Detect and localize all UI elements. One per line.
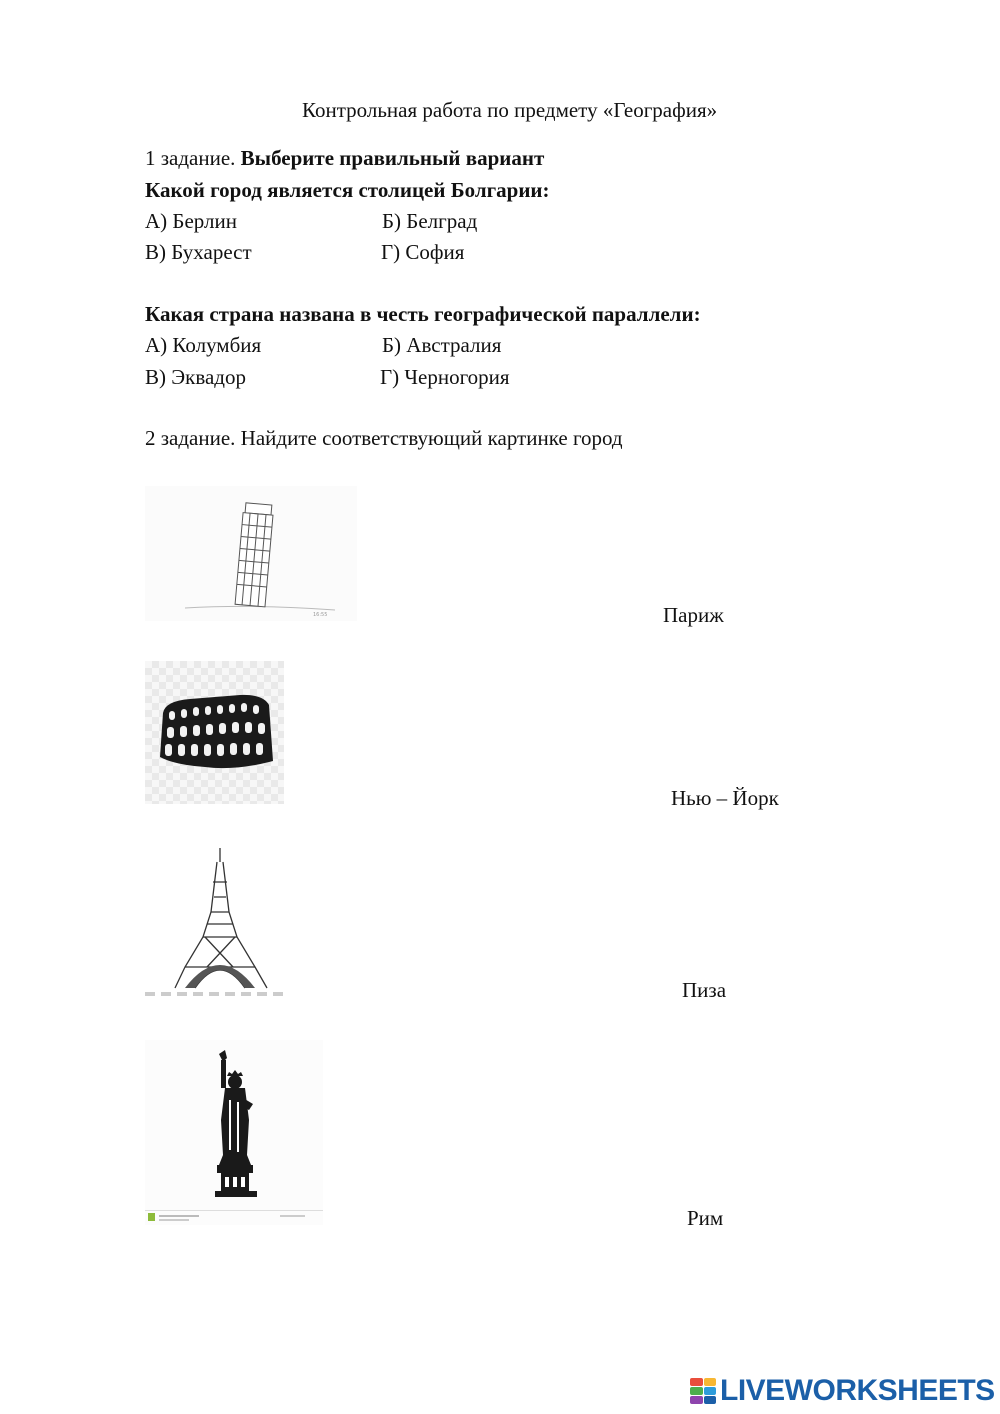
liveworksheets-logo	[690, 1376, 995, 1406]
city-option-2[interactable]: Нью – Йорк	[671, 786, 779, 810]
svg-text:16:55: 16:55	[313, 612, 328, 618]
page-title: Контрольная работа по предмету «География»	[302, 98, 718, 122]
question-1-text: Какой город является столицей Болгарии:	[145, 178, 550, 202]
colosseum-icon	[145, 661, 284, 804]
q2-option-g[interactable]: Г) Черногория	[380, 365, 510, 389]
task2-heading: 2 задание. Найдите соответствующий картинке город	[145, 426, 623, 450]
city-option-1[interactable]: Париж	[663, 603, 724, 627]
q1-option-a[interactable]: А) Берлин	[145, 209, 237, 233]
brand-name: LIVEWORKSHEETS	[720, 1374, 995, 1407]
city-option-4[interactable]: Рим	[687, 1206, 724, 1230]
q1-option-b[interactable]: Б) Белград	[382, 209, 478, 233]
liveworksheets-mark-icon	[690, 1378, 716, 1404]
q2-option-v[interactable]: В) Эквадор	[145, 365, 246, 389]
statue-of-liberty-icon	[145, 1040, 323, 1225]
eiffel-tower-icon	[145, 842, 290, 997]
task1-instruction: Выберите правильный вариант	[240, 146, 545, 170]
pisa-tower-picture[interactable]	[145, 486, 357, 621]
q1-option-v[interactable]: В) Бухарест	[145, 240, 252, 264]
task1-label: 1 задание.	[145, 146, 236, 170]
statue-of-liberty-picture[interactable]	[145, 1040, 323, 1225]
q2-option-a[interactable]: А) Колумбия	[145, 333, 262, 357]
pisa-tower-icon	[145, 486, 357, 621]
question-2-text: Какая страна названа в честь географической параллели:	[145, 302, 701, 326]
eiffel-tower-picture[interactable]	[145, 842, 290, 997]
city-option-3[interactable]: Пиза	[682, 978, 727, 1002]
colosseum-picture[interactable]	[145, 661, 284, 804]
q1-option-g[interactable]: Г) София	[381, 240, 465, 264]
q2-option-b[interactable]: Б) Австралия	[382, 333, 502, 357]
task1-heading	[145, 148, 544, 169]
